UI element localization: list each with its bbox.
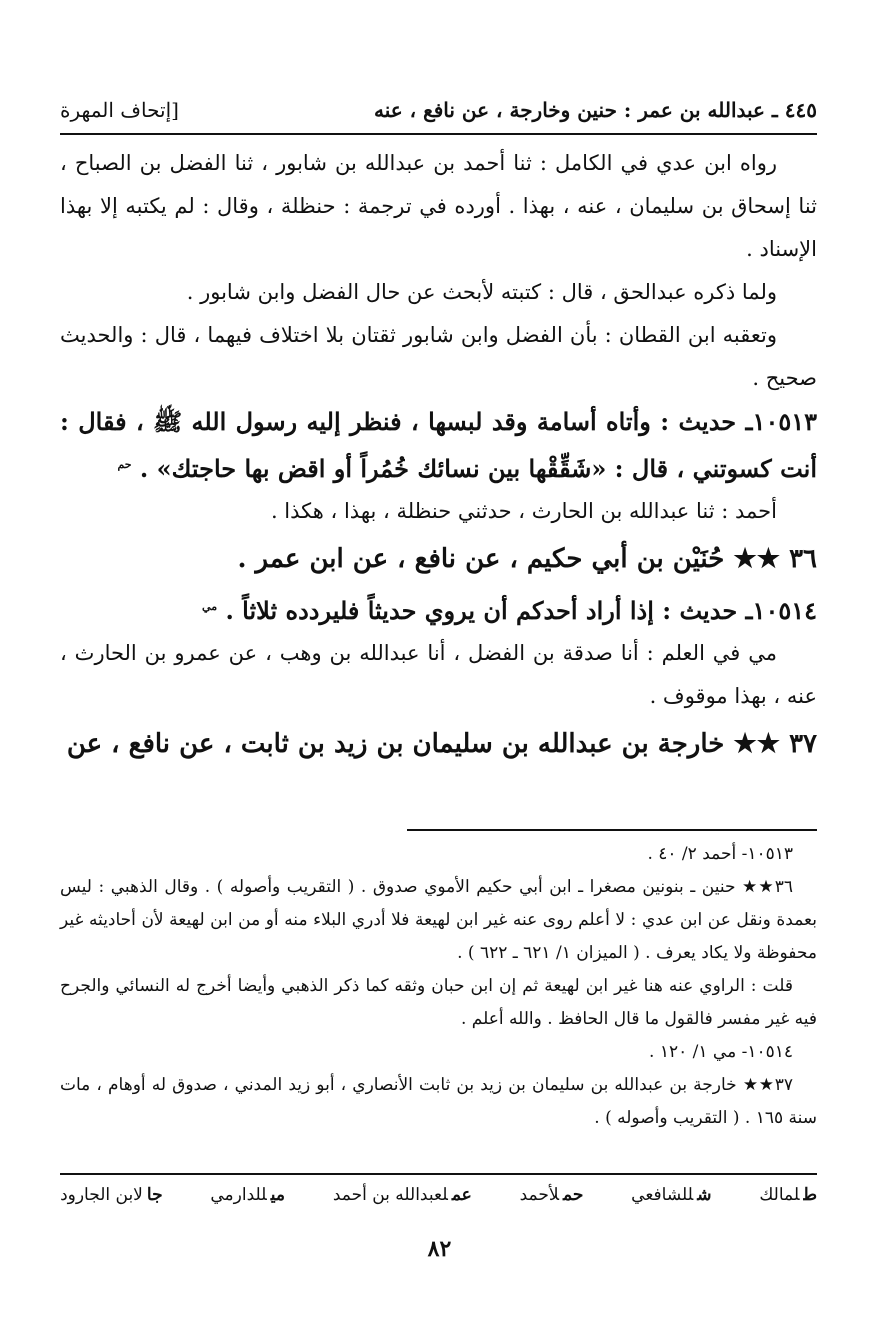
- abbreviation-symbol: جا: [146, 1185, 163, 1205]
- abbreviation-item: [520, 1185, 584, 1205]
- hadith-text: ـ حديث : وأتاه أسامة وقد لبسها ، فنظر إليه رسول الله ﷺ ، فقال : أنت كسوتني ، قال : «شَقِّقْها بين نسائك خُمُراً أو اقض بها حاجتك» .: [60, 407, 817, 483]
- abbreviation-name: لابن الجارود: [60, 1185, 143, 1205]
- chapter-title: ٤٤٥ ـ عبدالله بن عمر : حنين وخارجة ، عن نافع ، عنه: [374, 98, 817, 122]
- abbreviation-symbol: حم: [563, 1185, 584, 1205]
- source-marker: مي: [202, 600, 218, 613]
- abbreviation-item: [60, 1185, 163, 1205]
- narrator-heading-36: ٣٦ ★★ حُنَيْن بن أبي حكيم ، عن نافع ، عن ابن عمر .: [237, 544, 817, 574]
- paragraph-ibn-adi: رواه ابن عدي في الكامل : ثنا أحمد بن عبدالله بن شابور ، ثنا الفضل بن الصباح ، ثنا إسحاق بن سليمان ، عنه ، بهذا . أورده في ترجمة : حنظلة ، وقال : لم يكتبه إلا بهذا الإسناد .: [60, 151, 817, 261]
- abbreviation-symbol: ش: [697, 1185, 712, 1205]
- running-header: [60, 82, 817, 122]
- header-rule: [60, 133, 817, 135]
- hadith-10514: [60, 585, 817, 632]
- footnotes: [60, 838, 817, 1135]
- footnote: ١٠٥١٤- مي ١/ ١٢٠ .: [649, 1042, 793, 1062]
- abbreviations-rule: [60, 1173, 817, 1175]
- abbreviation-name: لعبدالله بن أحمد: [332, 1185, 448, 1205]
- abbreviation-symbol: ط: [803, 1185, 817, 1205]
- hadith-number: ١٠٥١٣: [752, 407, 817, 436]
- abbreviation-item: [759, 1185, 817, 1205]
- hadith-number: ١٠٥١٤: [752, 596, 817, 625]
- abbreviation-key: [60, 1185, 817, 1205]
- footnote-rule: [407, 829, 817, 831]
- paragraph-abdulhaq: ولما ذكره عبدالحق ، قال : كتبته لأبحث عن حال الفضل وابن شابور .: [186, 280, 777, 304]
- main-text: [60, 142, 817, 770]
- paragraph-ibn-qattan: وتعقبه ابن القطان : بأن الفضل وابن شابور ثقتان بلا اختلاف فيهما ، قال : والحديث صحيح .: [60, 323, 817, 390]
- footnote: قلت : الراوي عنه هنا غير ابن لهيعة ثم إن ابن حبان وثقه كما ذكر الذهبي وأيضا أخرج له النسائي والجرح فيه غير مفسر فالقول ما قال الحافظ . والله أعلم .: [60, 976, 817, 1029]
- abbreviation-item: [333, 1185, 472, 1205]
- abbreviation-name: للشافعي: [631, 1185, 694, 1205]
- hadith-text: ـ حديث : إذا أراد أحدكم أن يروي حديثاً فليردده ثلاثاً .: [225, 596, 753, 625]
- narrator-heading-37: ٣٧ ★★ خارجة بن عبدالله بن سليمان بن زيد بن ثابت ، عن نافع ، عن: [66, 729, 817, 759]
- abbreviation-name: لمالك: [759, 1185, 800, 1205]
- book-title: [إتحاف المهرة: [60, 98, 179, 122]
- footnote: ٣٦★★ حنين ـ بنونين مصغرا ـ ابن أبي حكيم الأموي صدوق . ( التقريب وأصوله ) . وقال الذهبي : ليس بعمدة ونقل عن ابن عدي : لا أعلم روى عنه غير ابن لهيعة فلا أدري البلاء منه أو من ابن لهيعة لأن أحاديثه غير محفوظة ولا يكاد يعرف . ( الميزان ١/ ٦٢١ ـ ٦٢٢ ) .: [60, 877, 817, 963]
- abbreviation-name: لأحمد: [519, 1185, 560, 1205]
- paragraph-ahmad: أحمد : ثنا عبدالله بن الحارث ، حدثني حنظلة ، بهذا ، هكذا .: [270, 499, 777, 523]
- abbreviation-item: [210, 1185, 285, 1205]
- page-number: ٨٢: [427, 1236, 452, 1262]
- abbreviation-symbol: مي: [270, 1185, 286, 1205]
- abbreviation-name: للدارمي: [210, 1185, 267, 1205]
- source-marker: حم: [117, 458, 132, 471]
- hadith-10513: [60, 400, 817, 490]
- abbreviation-symbol: عم: [451, 1185, 472, 1205]
- footnote: ٣٧★★ خارجة بن عبدالله بن سليمان بن زيد بن ثابت الأنصاري ، أبو زيد المدني ، صدوق له أوهام ، مات سنة ١٦٥ . ( التقريب وأصوله ) .: [60, 1075, 817, 1128]
- paragraph-darimi: مي في العلم : أنا صدقة بن الفضل ، أنا عبدالله بن وهب ، عن عمرو بن الحارث ، عنه ، بهذا موقوف .: [60, 641, 817, 708]
- footnote: ١٠٥١٣- أحمد ٢/ ٤٠ .: [647, 844, 793, 864]
- abbreviation-item: [631, 1185, 711, 1205]
